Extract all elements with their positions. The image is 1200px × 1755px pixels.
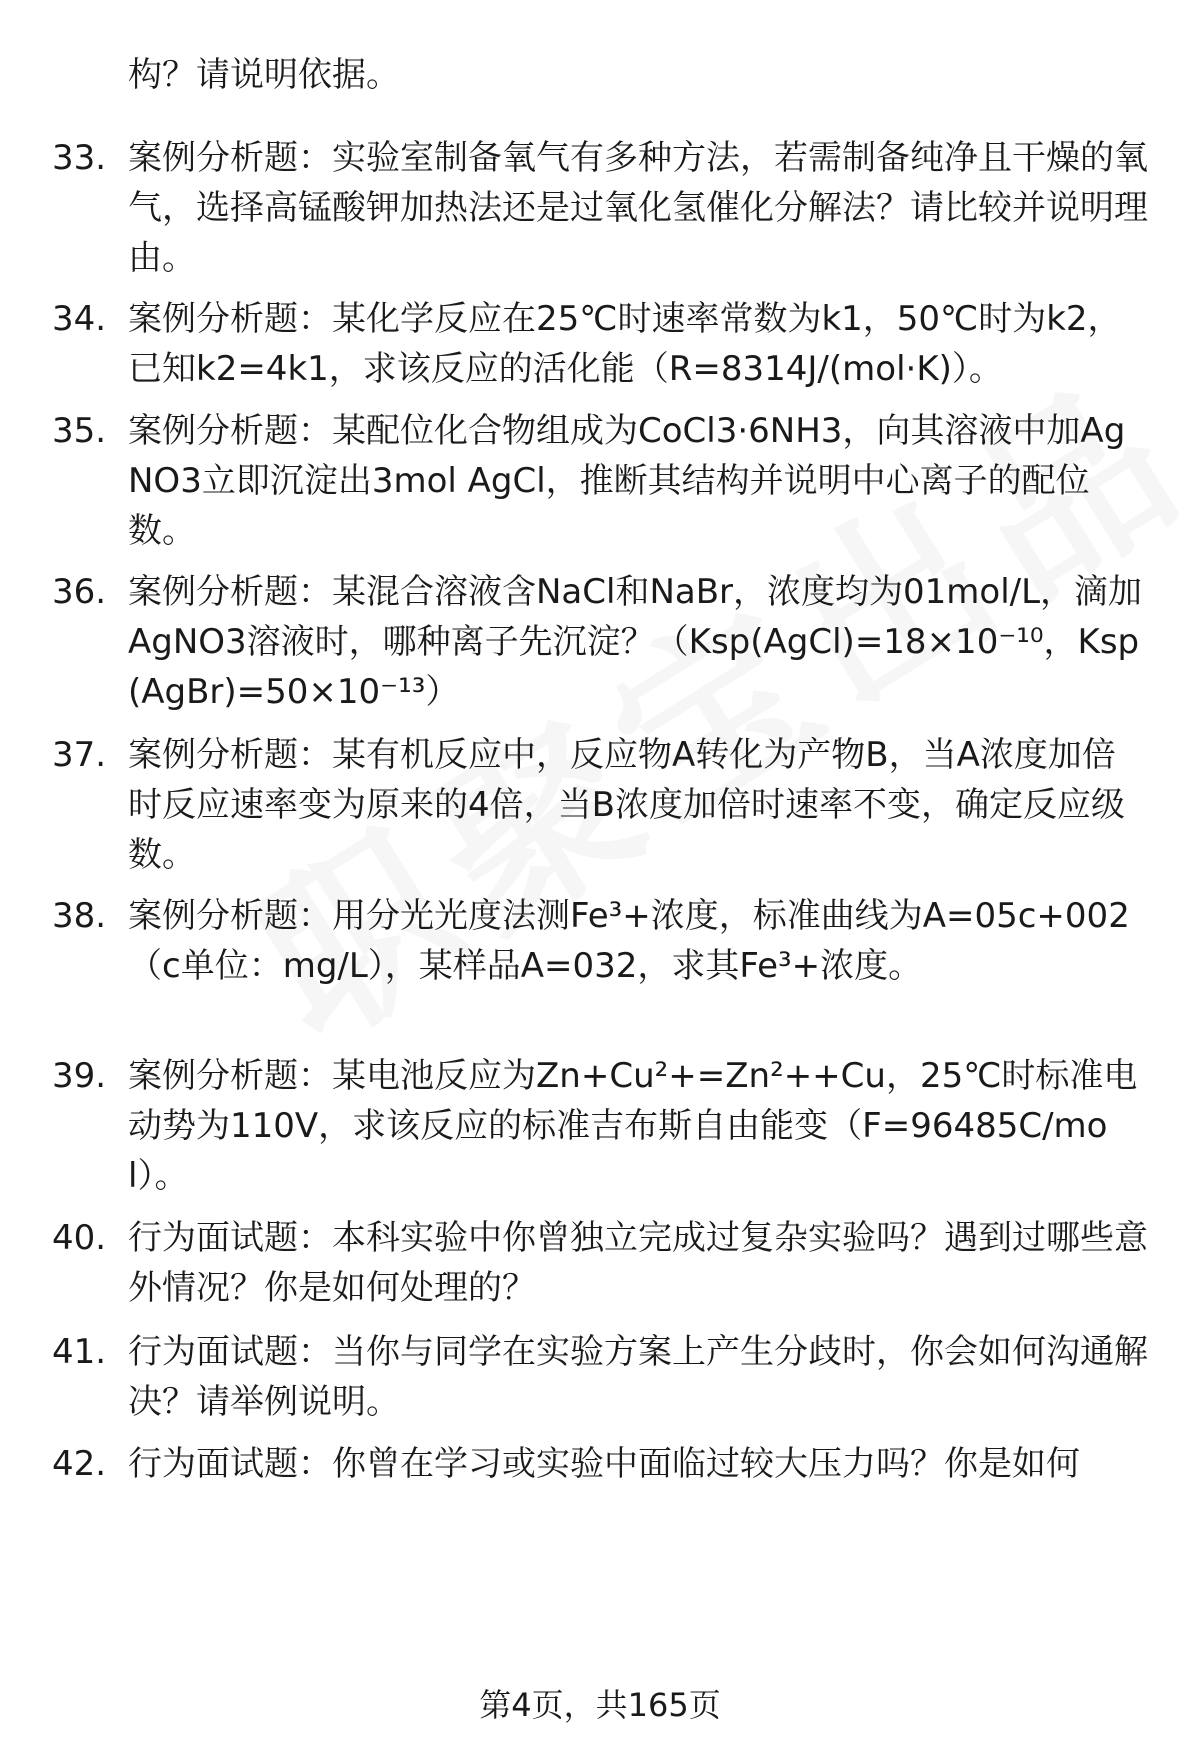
continuation-text: 构？请说明依据。 xyxy=(128,55,400,95)
question-number: 38. xyxy=(52,896,107,936)
question-number: 37. xyxy=(52,735,107,775)
question-number: 34. xyxy=(52,299,107,339)
question-text: 案例分析题：某电池反应为Zn+Cu²+=Zn²++Cu，25℃时标准电动势为110V，求该反应的标准吉布斯自由能变（F=96485C/mol）。 xyxy=(128,1056,1138,1196)
question-text: 行为面试题：当你与同学在实验方案上产生分歧时，你会如何沟通解决？请举例说明。 xyxy=(128,1332,1148,1422)
question-number: 42. xyxy=(52,1444,107,1484)
question-number: 39. xyxy=(52,1056,107,1096)
question-text: 案例分析题：某化学反应在25℃时速率常数为k1，50℃时为k2，已知k2=4k1，求该反应的活化能（R=8314J/(mol·K)）。 xyxy=(128,299,1122,389)
question-text: 案例分析题：某混合溶液含NaCl和NaBr，浓度均为01mol/L，滴加AgNO3溶液时，哪种离子先沉淀？（Ksp(AgCl)=18×10⁻¹⁰，Ksp(AgBr)=50×10⁻¹³） xyxy=(128,572,1143,712)
question-text: 案例分析题：某有机反应中，反应物A转化为产物B，当A浓度加倍时反应速率变为原来的4倍，当B浓度加倍时速率不变，确定反应级数。 xyxy=(128,735,1125,875)
question-number: 40. xyxy=(52,1218,107,1258)
question-text: 行为面试题：本科实验中你曾独立完成过复杂实验吗？遇到过哪些意外情况？你是如何处理的？ xyxy=(128,1218,1148,1308)
question-number: 35. xyxy=(52,411,107,451)
question-text: 行为面试题：你曾在学习或实验中面临过较大压力吗？你是如何 xyxy=(128,1444,1080,1484)
page-footer: 第4页，共165页 xyxy=(479,1686,721,1724)
question-number: 33. xyxy=(52,138,107,178)
question-number: 36. xyxy=(52,572,107,612)
question-text: 案例分析题：实验室制备氧气有多种方法，若需制备纯净且干燥的氧气，选择高锰酸钾加热法还是过氧化氢催化分解法？请比较并说明理由。 xyxy=(128,138,1148,278)
question-text: 案例分析题：用分光光度法测Fe³+浓度，标准曲线为A=05c+002（c单位：mg/L），某样品A=032，求其Fe³+浓度。 xyxy=(128,896,1130,986)
question-text: 案例分析题：某配位化合物组成为CoCl3·6NH3，向其溶液中加AgNO3立即沉淀出3mol AgCl，推断其结构并说明中心离子的配位数。 xyxy=(128,411,1126,551)
question-number: 41. xyxy=(52,1332,107,1372)
